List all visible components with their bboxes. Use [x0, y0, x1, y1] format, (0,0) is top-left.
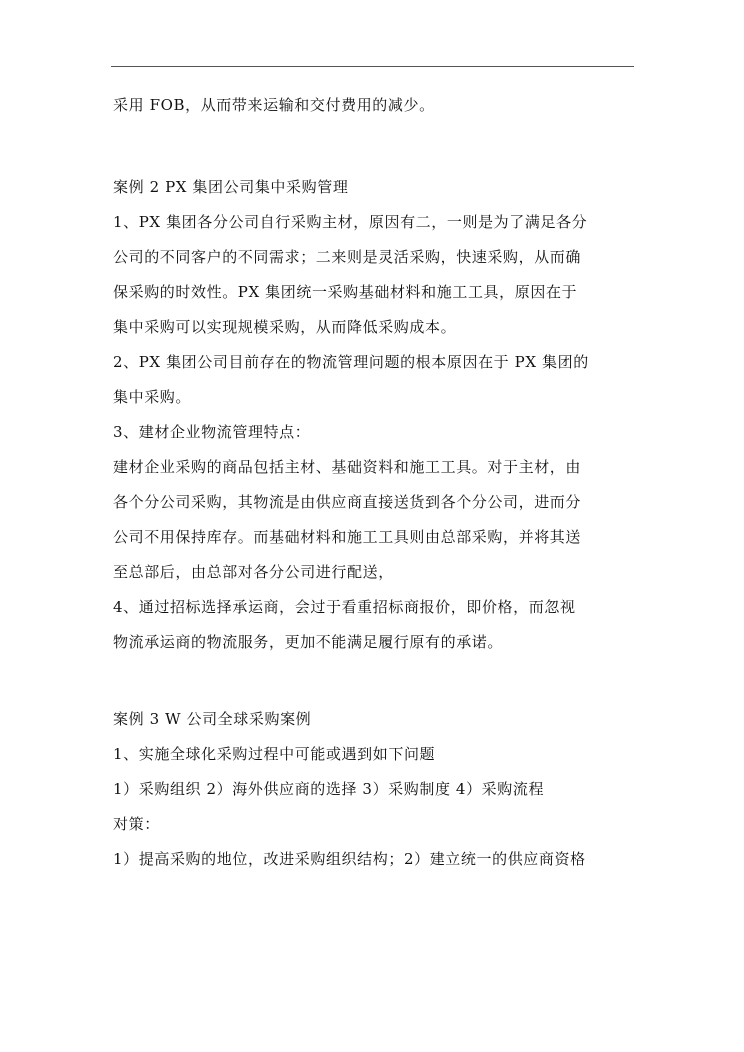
text-line: 各个分公司采购，其物流是由供应商直接送货到各个分公司，进而分: [113, 493, 582, 511]
text-line: 至总部后，由总部对各分公司进行配送，: [113, 563, 394, 581]
section-heading: 案例 3 W 公司全球采购案例: [113, 710, 312, 728]
text-line: 1、实施全球化采购过程中可能或遇到如下问题: [113, 745, 436, 763]
text-line: 公司不用保持库存。而基础材料和施工工具则由总部采购，并将其送: [113, 528, 582, 546]
text-line: 建材企业采购的商品包括主材、基础资料和施工工具。对于主材，由: [113, 458, 582, 476]
section-heading: 案例 2 PX 集团公司集中采购管理: [113, 178, 349, 196]
paragraph-gap: [113, 660, 638, 702]
paragraph-gap: [113, 123, 638, 170]
text-line: 对策：: [113, 815, 160, 833]
text-line: 3、建材企业物流管理特点：: [113, 423, 311, 441]
text-line: 物流承运商的物流服务，更加不能满足履行原有的承诺。: [113, 633, 504, 651]
text-line: 公司的不同客户的不同需求；二来则是灵活采购，快速采购，从而确: [113, 248, 582, 266]
text-line: 4、通过招标选择承运商，会过于看重招标商报价，即价格，而忽视: [113, 598, 576, 616]
header-rule: [111, 66, 634, 67]
text-line: 保采购的时效性。PX 集团统一采购基础材料和施工工具，原因在于: [113, 283, 578, 301]
text-line: 1、PX 集团各分公司自行采购主材，原因有二，一则是为了满足各分: [113, 213, 588, 231]
text-line: 集中采购。: [113, 388, 192, 406]
text-line: 集中采购可以实现规模采购，从而降低采购成本。: [113, 318, 457, 336]
text-line: 1）采购组织 2）海外供应商的选择 3）采购制度 4）采购流程: [113, 780, 545, 798]
text-line: 2、PX 集团公司目前存在的物流管理问题的根本原因在于 PX 集团的: [113, 353, 589, 371]
text-line: 1）提高采购的地位，改进采购组织结构；2）建立统一的供应商资格: [113, 850, 586, 868]
text-line: 采用 FOB，从而带来运输和交付费用的减少。: [113, 96, 435, 114]
document-body: [113, 88, 638, 877]
